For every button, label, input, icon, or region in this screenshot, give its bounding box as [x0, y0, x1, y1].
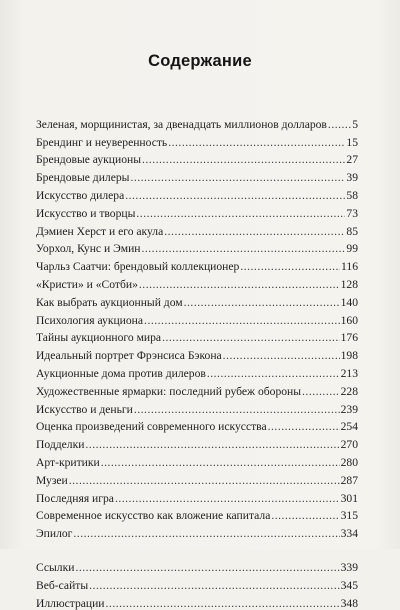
toc-entry-page: 73 — [346, 206, 358, 220]
toc-entry-title: Брендовые дилеры — [36, 171, 130, 185]
toc-entry-page: 334 — [340, 527, 358, 541]
toc-entry-title: Оценка произведений современного искусства — [36, 420, 267, 434]
toc-entry — [36, 327, 358, 345]
toc-entry-title: Искусство и деньги — [36, 402, 133, 416]
toc-entry-title: Веб-сайты — [36, 578, 89, 592]
toc-entry-title: Идеальный портрет Фрэнсиса Бэкона — [36, 349, 222, 363]
toc-entry — [36, 220, 358, 238]
dot-leader — [69, 474, 340, 487]
toc-entry-title: Брендинг и неуверенность — [36, 135, 168, 149]
toc-entry — [36, 202, 358, 220]
toc-entry-page: 85 — [346, 224, 358, 238]
toc-entry-page: 39 — [346, 171, 358, 185]
toc-entry-title: Аукционные дома против дилеров — [36, 366, 206, 380]
toc-entry-title: Искусство дилера — [36, 188, 125, 202]
toc-entry — [36, 522, 358, 540]
dot-leader — [73, 527, 339, 540]
toc-entry-page: 99 — [346, 242, 358, 256]
toc-entry — [36, 131, 358, 149]
toc-entry-page: 116 — [341, 260, 358, 274]
dot-leader — [139, 278, 340, 291]
dot-leader — [136, 207, 345, 220]
toc-entry-page: 140 — [340, 295, 358, 309]
appendix-entry — [36, 574, 358, 592]
dot-leader — [268, 420, 340, 433]
appendix-entry — [36, 592, 358, 610]
dot-leader — [141, 242, 345, 255]
toc-entry-title: Уорхол, Кунс и Эмин — [36, 242, 141, 256]
toc-entry-title: «Кристи» и «Сотби» — [36, 277, 138, 291]
toc-entry-page: 345 — [340, 578, 358, 592]
toc-entry-title: Эпилог — [36, 527, 73, 541]
toc-entry-title: Ссылки — [36, 560, 75, 574]
toc-entry-page: 270 — [340, 438, 358, 452]
toc-entry — [36, 184, 358, 202]
toc-entry — [36, 166, 358, 184]
toc-entry — [36, 309, 358, 327]
toc-entry-title: Дэмиен Херст и его акула — [36, 224, 164, 238]
toc-entry-title: Зеленая, морщинистая, за двенадцать миллионов долларов — [36, 117, 327, 131]
toc-entry-page: 176 — [340, 331, 358, 345]
dot-leader — [142, 153, 345, 166]
toc-entry — [36, 255, 358, 273]
dot-leader — [162, 331, 340, 344]
toc-entry — [36, 380, 358, 398]
toc-entry-title: Тайны аукционного мира — [36, 331, 162, 345]
show-through-text — [150, 500, 270, 522]
section-gap — [36, 540, 358, 556]
toc-entry-title: Музеи — [36, 473, 68, 487]
toc-entry — [36, 416, 358, 434]
toc-entry-page: 239 — [340, 402, 358, 416]
dot-leader — [85, 438, 339, 451]
dot-leader — [184, 296, 340, 309]
dot-leader — [75, 561, 339, 574]
table-of-contents — [36, 113, 358, 610]
toc-entry — [36, 344, 358, 362]
toc-entry — [36, 433, 358, 451]
toc-entry-page: 160 — [340, 313, 358, 327]
toc-entry-page: 301 — [340, 491, 358, 505]
dot-leader — [106, 597, 340, 610]
toc-entry-title: Как выбрать аукционный дом — [36, 295, 183, 309]
toc-entry-title: Художественные ярмарки: последний рубеж обороны — [36, 384, 302, 398]
toc-entry — [36, 113, 358, 131]
dot-leader — [302, 385, 340, 398]
dot-leader — [207, 367, 340, 380]
dot-leader — [134, 403, 340, 416]
toc-entry — [36, 469, 358, 487]
dot-leader — [271, 509, 339, 522]
toc-entry-title: Брендовые аукционы — [36, 153, 141, 167]
toc-entry-page: 5 — [352, 117, 358, 131]
dot-leader — [168, 136, 345, 149]
dot-leader — [89, 579, 339, 592]
toc-entry-page: 15 — [346, 135, 358, 149]
toc-entry — [36, 238, 358, 256]
dot-leader — [130, 171, 345, 184]
toc-entry-page: 254 — [340, 420, 358, 434]
toc-entry-page: 228 — [340, 384, 358, 398]
dot-leader — [328, 118, 351, 131]
toc-entry-page: 198 — [340, 349, 358, 363]
dot-leader — [125, 189, 345, 202]
toc-entry — [36, 273, 358, 291]
toc-entry-page: 315 — [340, 509, 358, 523]
toc-entry-title: Психология аукциона — [36, 313, 144, 327]
toc-entry-page: 339 — [340, 560, 358, 574]
appendix-entry — [36, 556, 358, 574]
toc-entry-page: 348 — [340, 596, 358, 610]
toc-entry-title: Чарльз Саатчи: брендовый коллекционер — [36, 260, 240, 274]
toc-entry-page: 27 — [346, 153, 358, 167]
page-title: Содержание — [148, 52, 252, 70]
dot-leader — [223, 349, 340, 362]
toc-entry — [36, 451, 358, 469]
dot-leader — [101, 456, 340, 469]
toc-entry — [36, 149, 358, 167]
toc-entry-title: Последняя игра — [36, 491, 114, 505]
toc-entry-title: Искусство и творцы — [36, 206, 136, 220]
toc-entry-title: Арт-критики — [36, 455, 100, 469]
toc-entry — [36, 398, 358, 416]
dot-leader — [164, 225, 345, 238]
toc-entry-page: 128 — [340, 277, 358, 291]
dot-leader — [240, 260, 340, 273]
toc-entry-page: 280 — [340, 455, 358, 469]
toc-entry-title: Иллюстрации — [36, 596, 105, 610]
toc-entry-page: 213 — [340, 366, 358, 380]
toc-entry-page: 58 — [346, 188, 358, 202]
toc-entry — [36, 362, 358, 380]
toc-entry-title: Подделки — [36, 438, 85, 452]
toc-entry — [36, 291, 358, 309]
toc-entry-page: 287 — [340, 473, 358, 487]
toc-entry-title: Современное искусство как вложение капитала — [36, 509, 271, 523]
dot-leader — [144, 314, 340, 327]
